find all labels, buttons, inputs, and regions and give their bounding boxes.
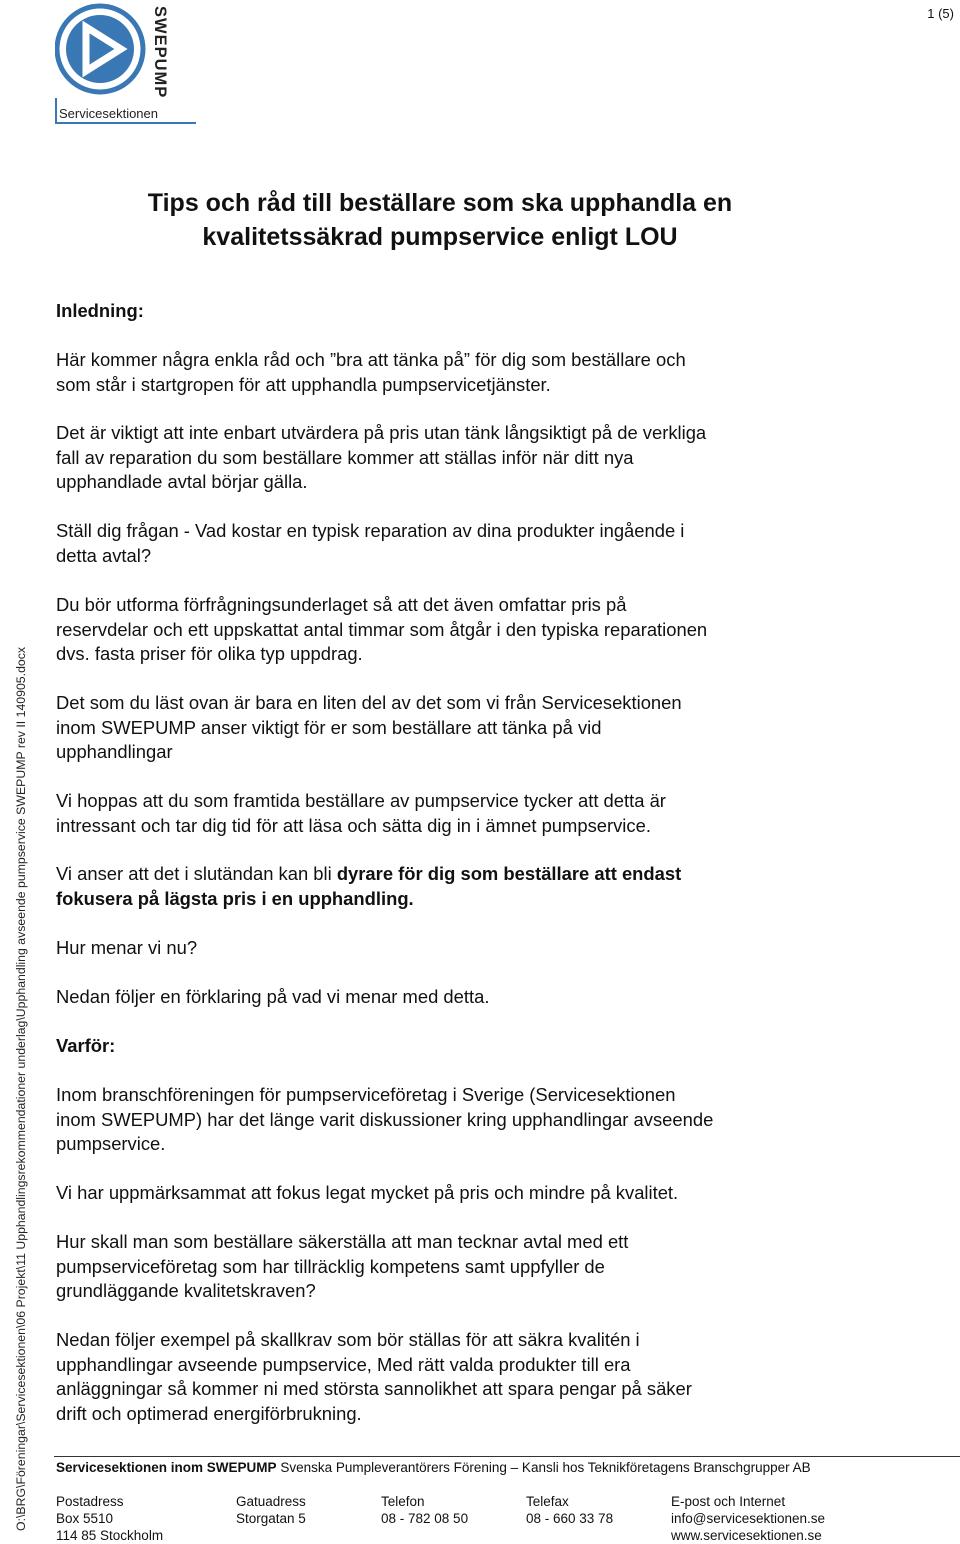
paragraph-quality-question [56, 1230, 836, 1304]
paragraph-question [56, 519, 836, 568]
paragraph-line: pumpserviceföretag som har tillräcklig kompetens samt uppfyller de [56, 1255, 605, 1277]
paragraph-line: anläggningar så kommer ni med största sannolikhet att spara pengar på säker [56, 1378, 692, 1400]
paragraph-hope [56, 789, 836, 838]
paragraph-line: grundläggande kvalitetskraven? [56, 1280, 316, 1302]
paragraph-line: pumpservice. [56, 1133, 166, 1155]
paragraph-line: upphandlingar [56, 741, 173, 763]
paragraph-specification [56, 593, 836, 667]
heading-varfor: Varför: [56, 1035, 116, 1056]
footer-column-telefon [381, 1494, 468, 1528]
paragraph-summary [56, 691, 836, 765]
footer-org-name: Servicesektionen inom SWEPUMP [56, 1460, 277, 1475]
footer-column-header: Telefon [381, 1494, 425, 1509]
paragraph-intro [56, 348, 836, 397]
paragraph-line: fall av reparation du som beställare kommer att ställas inför när ditt nya [56, 446, 634, 468]
page-number: 1 (5) [927, 6, 954, 21]
footer-column-value: Box 5510 [56, 1510, 114, 1526]
swepump-logo-icon [55, 2, 197, 126]
paragraph-line: reservdelar och ett uppskattat antal timmar som åtgår i den typiska reparationen [56, 618, 708, 640]
footer-column-telefax [526, 1494, 613, 1528]
emphasis-text: fokusera på lägsta pris i en upphandling. [56, 887, 414, 909]
footer-organization [56, 1460, 811, 1475]
footer-column-postadress [56, 1494, 163, 1544]
paragraph-text: Vi anser att det i slutändan kan bli [56, 863, 337, 884]
paragraph-line: upphandlade avtal börjar gälla. [56, 471, 308, 493]
footer-org-description: Svenska Pumpleverantörers Förening – Kansli hos Teknikföretagens Branschgrupper AB [276, 1460, 811, 1475]
swepump-logo [55, 2, 197, 126]
paragraph-evaluate [56, 421, 836, 495]
paragraph-line: drift och optimerad energiförbrukning. [56, 1402, 362, 1424]
file-path-text: O:\BRG\Föreningar\Servicesektionen\06 Projekt\11 Upphandlingsrekommendationer underlag\Upphandling avseende pumpservice SWEPUMP rev II 140905.docx [14, 646, 28, 1531]
paragraph-line: Nedan följer exempel på skallkrav som bör ställas för att säkra kvalitén i [56, 1329, 640, 1350]
paragraph-line: upphandlingar avseende pumpservice, Med rätt valda produkter till era [56, 1353, 631, 1375]
logo-subtitle-text: Servicesektionen [59, 106, 158, 121]
footer-column-header: Telefax [526, 1494, 569, 1509]
paragraph-cost-warning [56, 862, 836, 911]
paragraph-focus: Vi har uppmärksammat att fokus legat mycket på pris och mindre på kvalitet. [56, 1182, 679, 1203]
paragraph-line: inom SWEPUMP anser viktigt för er som beställare att tänka på vid [56, 716, 602, 738]
paragraph-explanation: Nedan följer en förklaring på vad vi menar med detta. [56, 986, 490, 1007]
paragraph-line: Det som du läst ovan är bara en liten del av det som vi från Servicesektionen [56, 692, 682, 713]
paragraph-line: Här kommer några enkla råd och ”bra att tänka på” för dig som beställare och [56, 349, 686, 370]
paragraph-line: Det är viktigt att inte enbart utvärdera på pris utan tänk långsiktigt på de verkliga [56, 422, 707, 443]
footer-column-gatuadress [236, 1494, 306, 1528]
paragraph-line: Inom branschföreningen för pumpserviceföretag i Sverige (Servicesektionen [56, 1084, 676, 1105]
footer-divider [54, 1456, 960, 1457]
logo-brand-text: SWEPUMP [151, 6, 169, 99]
footer-column-value: 08 - 782 08 50 [381, 1510, 469, 1526]
paragraph-line: Du bör utforma förfrågningsunderlaget så att det även omfattar pris på [56, 594, 627, 615]
emphasis-text: dyrare för dig som beställare att endast [336, 863, 682, 884]
paragraph-line: inom SWEPUMP) har det länge varit diskussioner kring upphandlingar avseende [56, 1108, 714, 1130]
paragraph-how: Hur menar vi nu? [56, 937, 198, 958]
paragraph-line: intressant och tar dig tid för att läsa och sätta dig in i ämnet pumpservice. [56, 814, 651, 836]
footer-email-link[interactable]: info@servicesektionen.se [671, 1510, 826, 1526]
footer-column-value: 08 - 660 33 78 [526, 1510, 614, 1526]
paragraph-line: dvs. fasta priser för olika typ uppdrag. [56, 643, 363, 665]
footer-column-header: Gatuadress [236, 1494, 306, 1509]
paragraph-line: Ställ dig frågan - Vad kostar en typisk reparation av dina produkter ingående i [56, 520, 685, 541]
paragraph-association [56, 1083, 836, 1157]
file-path-margin [0, 0, 28, 1541]
paragraph-line: Hur skall man som beställare säkerställa att man tecknar avtal med ett [56, 1231, 629, 1252]
footer-column-value: 114 85 Stockholm [56, 1527, 164, 1543]
paragraph-line: detta avtal? [56, 544, 152, 566]
footer-website-link[interactable]: www.servicesektionen.se [671, 1527, 822, 1543]
document-title-line-1: Tips och råd till beställare som ska upphandla en [147, 189, 733, 217]
document-title-line-2: kvalitetssäkrad pumpservice enligt LOU [202, 223, 678, 251]
footer-column-header: E-post och Internet [671, 1494, 786, 1509]
paragraph-line: som står i startgropen för att upphandla pumpservicetjänster. [56, 373, 551, 395]
paragraph-requirements [56, 1328, 836, 1426]
footer-column-contact [671, 1494, 825, 1544]
footer-column-value: Storgatan 5 [236, 1510, 306, 1526]
heading-inledning: Inledning: [56, 300, 144, 321]
paragraph-line: Vi hoppas att du som framtida beställare av pumpservice tycker att detta är [56, 790, 666, 811]
footer-column-header: Postadress [56, 1494, 124, 1509]
